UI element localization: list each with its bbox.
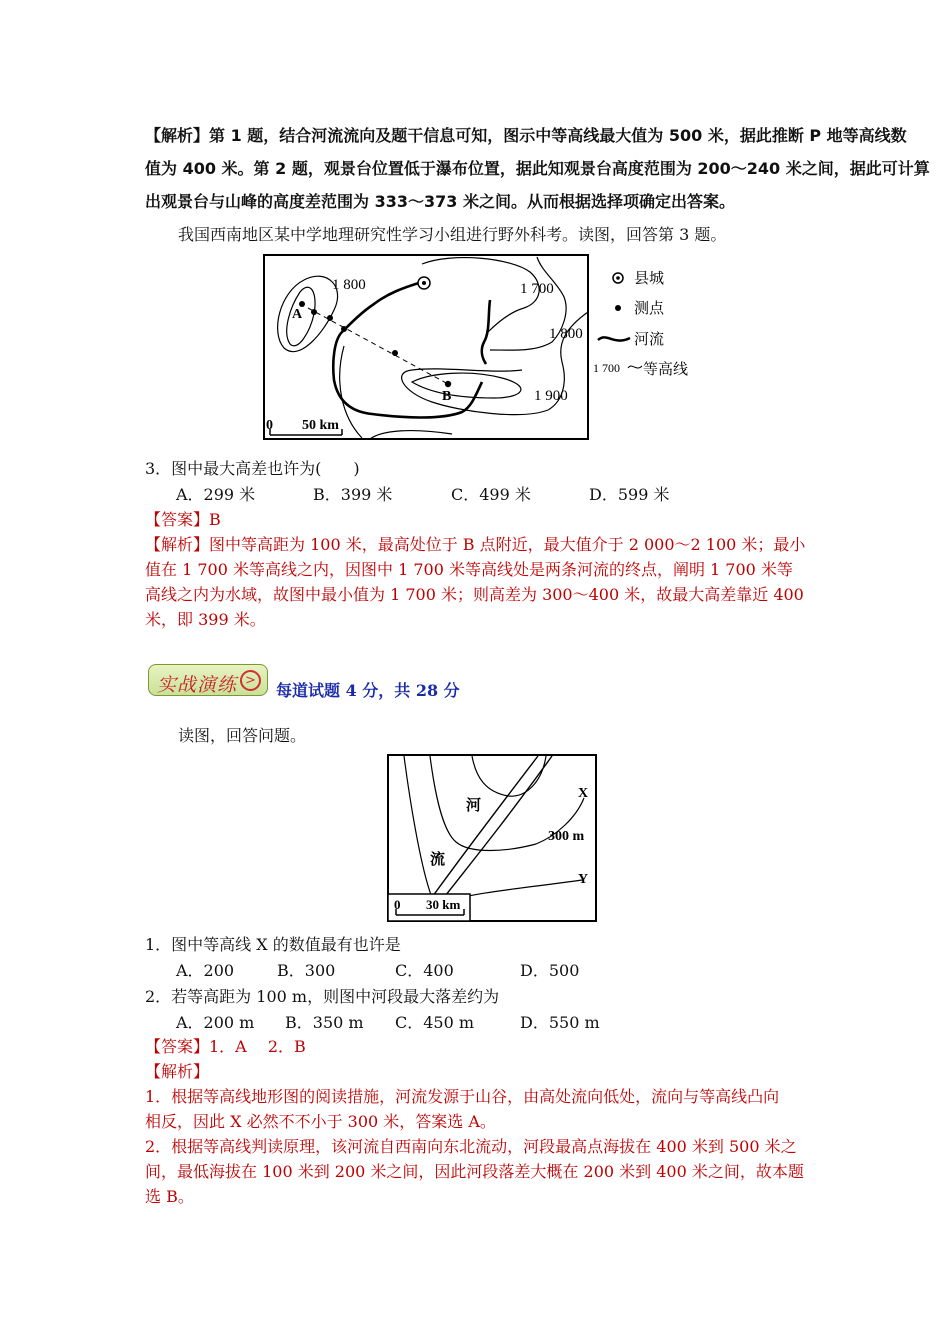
q3-option-a: A．299 米 <box>176 485 256 504</box>
contour-300-label: 300 m <box>548 829 585 844</box>
q3-analysis-2: 值在 1 700 米等高线之内，因图中 1 700 米等高线处是两条河流的终点，阐明 1 700 米等 <box>145 560 793 579</box>
q3-analysis-3: 高线之内为水域，故图中最小值为 1 700 米；则高差为 300～400 米，故最大高差靠近 400 <box>145 585 804 604</box>
intro-line-2: 值为 400 米。第 2 题，观景台位置低于瀑布位置，据此知观景台高度范围为 200～240 米之间，据此可计算 <box>145 159 930 178</box>
practice-q1-option-c: C．400 <box>395 961 454 980</box>
practice-analysis-1: 1．根据等高线地形图的阅读措施，河流发源于山谷，由高处流向低处，流向与等高线凸向 <box>145 1087 780 1106</box>
practice-q1-option-a: A．200 <box>176 961 235 980</box>
practice-analysis-2: 相反，因此 X 必然不不小于 300 米，答案选 A。 <box>145 1112 496 1131</box>
q3-option-c: C．499 米 <box>451 485 531 504</box>
svg-text:县城: 县城 <box>634 271 665 287</box>
map1-contour-label-4: 1 900 <box>534 388 568 404</box>
survey-point-icon <box>615 305 621 311</box>
practice-q2: 2．若等高距为 100 m，则图中河段最大落差约为 <box>145 987 500 1006</box>
practice-analysis-title: 【解析】 <box>145 1062 210 1081</box>
river-char-1: 河 <box>466 798 482 814</box>
river-icon <box>598 337 630 340</box>
contour-y-label: Y <box>578 872 589 887</box>
q3-answer: 【答案】B <box>145 510 221 529</box>
arrow-right-icon: > <box>240 670 261 691</box>
point-a-label: A <box>292 307 303 322</box>
point-b-label: B <box>442 389 452 404</box>
practice-q1-option-d: D．500 <box>520 961 580 980</box>
map2-scale-bar <box>388 894 470 921</box>
q3-question: 3．图中最大高差也许为( ) <box>145 459 360 478</box>
practice-q2-option-b: B．350 m <box>285 1013 364 1032</box>
contour-icon <box>628 366 642 368</box>
practice-q2-option-c: C．450 m <box>395 1013 475 1032</box>
svg-text:等高线: 等高线 <box>643 362 689 378</box>
q3-prompt: 我国西南地区某中学地理研究性学习小组进行野外科考。读图，回答第 3 题。 <box>178 225 727 244</box>
practice-q2-option-d: D．550 m <box>520 1013 600 1032</box>
svg-text:0: 0 <box>394 897 401 912</box>
q3-analysis-4: 米，即 399 米。 <box>145 610 266 629</box>
score-note: 每道试题 4 分，共 28 分 <box>276 681 460 700</box>
map1-contour-label-1: 1 800 <box>332 277 366 293</box>
svg-text:30 km: 30 km <box>426 897 461 912</box>
svg-text:测点: 测点 <box>634 301 665 317</box>
practice-prompt: 读图，回答问题。 <box>178 726 307 745</box>
practice-badge: 实战演练 > <box>148 664 268 696</box>
practice-q1: 1．图中等高线 X 的数值最有也许是 <box>145 935 401 954</box>
intro-line-1: 【解析】第 1 题，结合河流流向及题干信息可知，图示中等高线最大值为 500 米，据此推断 P 地等高线数 <box>145 126 907 145</box>
practice-answer: 【答案】1．A 2．B <box>145 1037 306 1056</box>
intro-analysis <box>145 126 930 218</box>
q3-analysis-1: 【解析】图中等高距为 100 米，最高处位于 B 点附近，最大值介于 2 000～2 100 米；最小 <box>145 535 806 554</box>
svg-text:0: 0 <box>266 418 273 433</box>
svg-text:50 km: 50 km <box>302 418 339 433</box>
river-char-2: 流 <box>430 852 446 868</box>
practice-analysis-5: 选 B。 <box>145 1187 194 1206</box>
svg-text:1 700: 1 700 <box>593 361 620 375</box>
practice-analysis-4: 间，最低海拔在 100 米到 200 米之间，因此河段落差大概在 200 米到 400 米之间，故本题 <box>145 1162 804 1181</box>
map1-contour-label-3: 1 800 <box>549 326 583 342</box>
practice-analysis-3: 2．根据等高线判读原理，该河流自西南向东北流动，河段最高点海拔在 400 米到 500 米之 <box>145 1137 797 1156</box>
contour-map-2 <box>386 752 600 924</box>
practice-q1-option-b: B．300 <box>277 961 336 980</box>
map1-scale-bar <box>266 418 342 435</box>
map1-legend <box>593 270 688 378</box>
svg-text:河流: 河流 <box>634 332 665 348</box>
contour-x-label: X <box>578 786 589 801</box>
practice-q2-option-a: A．200 m <box>176 1013 255 1032</box>
contour-map-1 <box>262 252 702 444</box>
intro-line-3: 出观景台与山峰的高度差范围为 333～373 米之间。从而根据选择项确定出答案。 <box>145 192 735 211</box>
q3-option-b: B．399 米 <box>313 485 393 504</box>
q3-option-d: D．599 米 <box>589 485 670 504</box>
map1-contour-label-2: 1 700 <box>520 281 554 297</box>
